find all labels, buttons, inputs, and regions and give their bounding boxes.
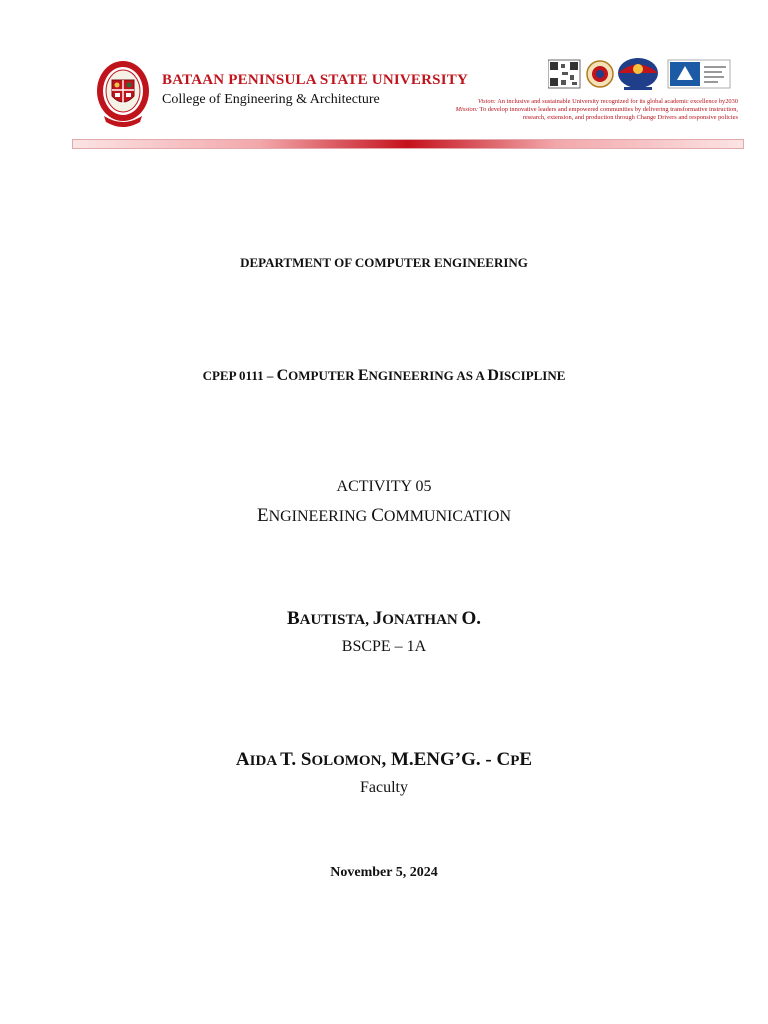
vision-statement: Vision: An inclusive and sustainable University recognized for its global academic excellence by2030 (477, 98, 738, 105)
bagong-pilipinas-logo-icon (618, 58, 658, 90)
accreditation-logos (548, 58, 732, 92)
header-divider (72, 139, 744, 149)
course-title-text: COMPUTER ENGINEERING AS A DISCIPLINE (276, 367, 566, 384)
seal-badge-icon (587, 61, 613, 87)
qr-code-icon (548, 60, 580, 88)
university-name: BATAAN PENINSULA STATE UNIVERSITY (162, 72, 468, 88)
student-name: BAUTISTA, JONATHAN O. (286, 608, 482, 629)
faculty-name: AIDA T. SOLOMON, M.ENG’G. - CPE (235, 749, 533, 770)
student-section: BSCPE – 1A (341, 638, 427, 655)
iso-certification-icon (668, 60, 730, 88)
course-title: CPEP 0111 – COMPUTER ENGINEERING AS A DISCIPLINE (202, 367, 566, 384)
university-seal-icon (96, 58, 150, 132)
faculty-role: Faculty (360, 779, 408, 796)
mission-statement: Mission: To develop innovative leaders and empowered communities by delivering transformative instruction, research, extension, and production through Change Drivers and responsive policies (455, 106, 738, 122)
college-name: College of Engineering & Architecture (162, 92, 380, 107)
submission-date: November 5, 2024 (330, 865, 438, 880)
activity-number: ACTIVITY 05 (336, 478, 432, 495)
department-name: DEPARTMENT OF COMPUTER ENGINEERING (240, 255, 528, 270)
activity-title: ENGINEERING COMMUNICATION (256, 505, 512, 526)
document-header (0, 0, 768, 160)
vision-mission (438, 98, 738, 123)
